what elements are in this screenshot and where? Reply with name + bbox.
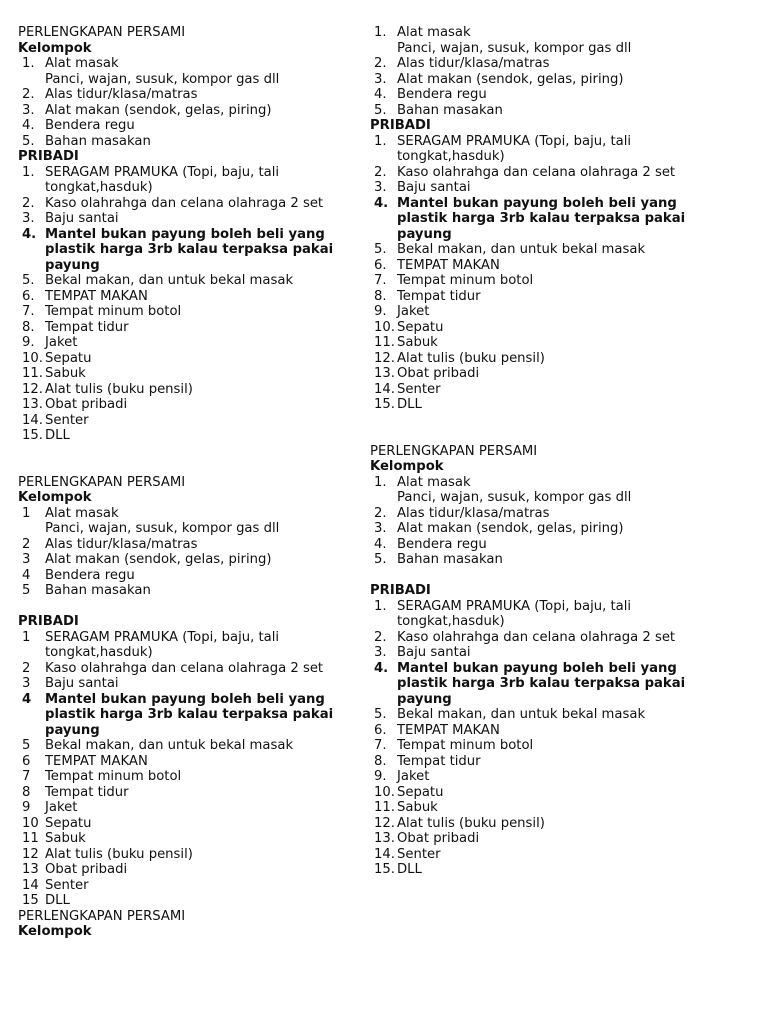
list-item-number: 12. [22,381,43,397]
list-item-text: Alat makan (sendok, gelas, piring) [397,521,624,536]
block-e-subtitle: Kelompok [370,459,444,474]
list-item [18,537,358,553]
list-item-number: 13. [374,831,395,846]
list-item [18,847,358,863]
list-item-text: TEMPAT MAKAN [397,257,500,273]
list-item-number: 6. [374,722,387,738]
list-item-text: Alat makan (sendok, gelas, piring) [397,71,624,87]
list-item-number: 9. [374,304,387,319]
list-item [18,397,358,413]
list-item-text: Alas tidur/klasa/matras [397,56,550,71]
list-item [370,258,710,274]
list-item-text: Alat tulis (buku pensil) [45,846,193,862]
list-item [370,382,710,398]
block-a [18,25,358,444]
list-item-text: Sepatu [45,815,92,831]
block-b-pribadi-label: PRIBADI [18,614,79,629]
list-item-text: Obat pribadi [397,366,480,381]
list-item [370,366,710,382]
list-item-text: Sepatu [397,319,444,335]
list-item-text: Bahan masakan [397,102,503,118]
list-item-text: Bendera regu [45,567,135,583]
block-e-pribadi-label: PRIBADI [370,583,431,598]
block-c-title: PERLENGKAPAN PERSAMI [18,908,186,924]
list-item-text: Alas tidur/klasa/matras [45,87,198,102]
list-item [18,754,358,770]
list-item-number: 4. [22,226,37,242]
list-item-text: Alat masak [397,25,471,40]
list-item-text: Mantel bukan payung boleh beli yang plastik harga 3rb kalau terpaksa pakai payung [45,226,334,273]
list-item-number: 10. [22,350,43,366]
list-item [18,800,358,816]
list-item [18,661,358,677]
list-item [370,785,710,801]
list-item-number: 12. [374,815,395,831]
list-item [370,816,710,832]
list-item-number: 1. [374,474,387,490]
list-item-number: 10. [374,319,395,335]
list-item [18,304,358,320]
list-item-text: Tempat tidur [45,784,129,800]
list-item-number: 13 [22,862,39,877]
list-item-number: 4. [374,195,389,211]
list-item-text: Alat makan (sendok, gelas, piring) [45,552,272,567]
spacer [370,568,710,584]
list-item [18,506,358,537]
list-item-number: 9 [22,800,31,815]
list-item [18,335,358,351]
list-item-text: Kaso olahrahga dan celana olahraga 2 set [397,164,676,180]
list-item [370,862,710,878]
list-item [18,893,358,909]
list-item [18,769,358,785]
list-item [18,56,358,87]
list-item-text: Kaso olahrahga dan celana olahraga 2 set [45,195,324,211]
list-item-number: 13. [22,397,43,412]
list-item [18,878,358,894]
list-item-text: TEMPAT MAKAN [45,753,148,769]
list-item-number: 7. [374,738,387,753]
right-column [370,25,710,878]
list-item-text: Alat tulis (buku pensil) [397,815,545,831]
list-item-number: 2. [22,87,35,102]
list-item-number: 14. [374,846,395,862]
list-item [370,754,710,770]
list-item [370,521,710,537]
list-item-text: Bahan masakan [45,583,151,598]
list-item-number: 15. [374,397,395,412]
block-e [370,444,710,878]
list-item-text: Senter [397,846,441,862]
list-item [18,103,358,119]
list-item-text: Sepatu [397,784,444,800]
list-item-number: 11 [22,831,39,846]
block-a-pribadi-list [18,165,358,444]
list-item-number: 11. [22,366,43,381]
list-item-text: Obat pribadi [397,831,480,846]
list-item-text: SERAGAM PRAMUKA (Topi, baju, tali tongkat,hasduk) [397,133,632,164]
list-item-subtext: Panci, wajan, susuk, kompor gas dll [45,71,280,87]
list-item [18,320,358,336]
list-item [370,397,710,413]
list-item-number: 2. [374,629,387,645]
block-e-title: PERLENGKAPAN PERSAMI [370,443,538,459]
list-item [370,552,710,568]
list-item [18,692,358,739]
list-item-number: 9. [22,335,35,350]
list-item-text: Bahan masakan [45,133,151,149]
list-item-number: 5 [22,738,31,753]
list-item-subtext: Panci, wajan, susuk, kompor gas dll [397,40,632,56]
list-item-number: 4. [22,118,35,133]
list-item [18,428,358,444]
block-a-kelompok-list [18,56,358,149]
list-item-text: Sabuk [45,366,86,381]
block-d-pribadi-list [370,134,710,413]
list-item [18,552,358,568]
list-item [18,211,358,227]
list-item [18,134,358,150]
list-item [18,118,358,134]
list-item [370,165,710,181]
list-item-text: Alat tulis (buku pensil) [397,350,545,366]
list-item-number: 4 [22,691,32,707]
list-item [370,738,710,754]
list-item-number: 1. [22,56,35,71]
list-item [370,289,710,305]
block-c [18,909,358,940]
list-item-text: Obat pribadi [45,862,128,877]
list-item-text: Bahan masakan [397,552,503,567]
list-item-number: 8 [22,784,31,800]
list-item [370,304,710,320]
list-item-number: 2. [374,56,387,71]
list-item-number: 15 [22,893,39,908]
list-item [18,382,358,398]
list-item-number: 2. [374,505,387,521]
list-item-text: DLL [397,862,422,877]
list-item-number: 3. [22,102,35,118]
list-item-number: 10. [374,784,395,800]
list-item-text: Alat masak [45,505,119,521]
list-item-number: 1. [22,164,35,180]
list-item-text: DLL [397,397,422,412]
list-item-text: Senter [397,381,441,397]
list-item [370,25,710,56]
list-item-number: 14 [22,877,39,893]
list-item-number: 5. [22,273,35,288]
list-item [370,537,710,553]
list-item [370,196,710,243]
list-item [370,707,710,723]
list-item-number: 2. [22,195,35,211]
list-item-text: Tempat minum botol [397,738,534,753]
list-item [370,630,710,646]
list-item [18,676,358,692]
list-item [370,723,710,739]
list-item [18,862,358,878]
list-item-number: 4 [22,567,31,583]
spacer [18,599,358,615]
list-item-number: 10 [22,815,39,831]
list-item-text: Jaket [397,769,430,784]
list-item-text: Kaso olahrahga dan celana olahraga 2 set [397,629,676,645]
list-item-text: Mantel bukan payung boleh beli yang plastik harga 3rb kalau terpaksa pakai payung [45,691,334,738]
list-item-number: 11. [374,800,395,815]
list-item-text: Obat pribadi [45,397,128,412]
list-item-text: Alat makan (sendok, gelas, piring) [45,102,272,118]
list-item [370,87,710,103]
list-item [370,335,710,351]
list-item-number: 3. [374,71,387,87]
list-item-text: SERAGAM PRAMUKA (Topi, baju, tali tongkat,hasduk) [397,598,632,629]
list-item [18,87,358,103]
list-item-text: TEMPAT MAKAN [397,722,500,738]
list-item-number: 9. [374,769,387,784]
list-item [18,583,358,599]
list-item [18,165,358,196]
block-e-pribadi-list [370,599,710,878]
list-item [370,831,710,847]
list-item [370,72,710,88]
list-item-number: 5. [374,707,387,722]
list-item-number: 15. [374,862,395,877]
list-item [18,273,358,289]
list-item [370,475,710,506]
list-item [18,831,358,847]
list-item-number: 8. [374,753,387,769]
list-item-number: 8. [22,319,35,335]
list-item-number: 3 [22,676,31,691]
list-item-text: SERAGAM PRAMUKA (Topi, baju, tali tongkat,hasduk) [45,164,280,195]
list-item [18,568,358,584]
list-item-text: Alas tidur/klasa/matras [45,536,198,552]
list-item-number: 6. [374,257,387,273]
list-item-number: 5. [22,133,35,149]
list-item-text: Tempat minum botol [397,273,534,288]
list-item [18,196,358,212]
list-item-number: 7. [22,304,35,319]
block-e-kelompok-list [370,475,710,568]
list-item-text: Tempat minum botol [45,769,182,784]
list-item-text: Mantel bukan payung boleh beli yang plastik harga 3rb kalau terpaksa pakai payung [397,195,686,242]
list-item [370,645,710,661]
list-item-number: 1. [374,25,387,40]
list-item-text: Kaso olahrahga dan celana olahraga 2 set [45,660,324,676]
list-item-number: 5. [374,242,387,257]
list-item-number: 3 [22,552,31,567]
list-item-text: Bendera regu [397,87,487,102]
list-item-text: DLL [45,893,70,908]
list-item-number: 1. [374,598,387,614]
list-item-number: 2. [374,164,387,180]
list-item-text: Bekal makan, dan untuk bekal masak [45,738,294,753]
list-item [18,785,358,801]
list-item-text: Baju santai [45,211,119,226]
block-d-pribadi-label: PRIBADI [370,118,431,133]
list-item [370,273,710,289]
list-item-number: 14. [22,412,43,428]
list-item [18,351,358,367]
list-item [18,366,358,382]
list-item [370,847,710,863]
list-item [370,351,710,367]
list-item-text: Alat masak [397,474,471,490]
list-item-text: Bekal makan, dan untuk bekal masak [397,707,646,722]
list-item-number: 13. [374,366,395,381]
list-item-text: Sepatu [45,350,92,366]
list-item [370,242,710,258]
list-item-number: 2 [22,536,31,552]
list-item-text: Alas tidur/klasa/matras [397,505,550,521]
list-item [370,180,710,196]
block-d [370,25,710,413]
list-item-number: 11. [374,335,395,350]
list-item-number: 7. [374,273,387,288]
list-item-text: Tempat minum botol [45,304,182,319]
list-item-number: 15. [22,428,43,443]
list-item-number: 5. [374,102,387,118]
list-item-text: Sabuk [45,831,86,846]
list-item-number: 8. [374,288,387,304]
list-item-text: TEMPAT MAKAN [45,288,148,304]
list-item [370,800,710,816]
list-item-number: 3. [374,180,387,195]
list-item-text: Mantel bukan payung boleh beli yang plastik harga 3rb kalau terpaksa pakai payung [397,660,686,707]
list-item [18,289,358,305]
list-item [18,816,358,832]
list-item [370,599,710,630]
list-item-number: 12. [374,350,395,366]
list-item-text: Bekal makan, dan untuk bekal masak [45,273,294,288]
list-item-text: Sabuk [397,335,438,350]
list-item-number: 1 [22,629,31,645]
block-b-title: PERLENGKAPAN PERSAMI [18,474,186,490]
list-item-number: 6 [22,753,31,769]
list-item-subtext: Panci, wajan, susuk, kompor gas dll [45,521,280,536]
list-item-text: Jaket [45,800,78,815]
block-b-subtitle: Kelompok [18,490,92,505]
list-item [370,661,710,708]
list-item-text: Bendera regu [45,118,135,133]
list-item-text: Alat masak [45,56,119,71]
list-item-number: 1 [22,505,31,521]
list-item-text: Senter [45,412,89,428]
block-c-subtitle: Kelompok [18,924,92,939]
list-item-number: 2 [22,660,31,676]
list-item-text: Alat tulis (buku pensil) [45,381,193,397]
list-item [370,103,710,119]
list-item [370,769,710,785]
block-a-subtitle: Kelompok [18,40,92,56]
spacer [18,444,358,475]
list-item-number: 5. [374,552,387,567]
list-item [370,320,710,336]
list-item-text: SERAGAM PRAMUKA (Topi, baju, tali tongkat,hasduk) [45,629,280,660]
list-item-number: 1. [374,133,387,149]
list-item-number: 4. [374,660,389,676]
list-item [18,630,358,661]
block-b [18,475,358,909]
list-item-number: 3. [374,521,387,536]
list-item [18,227,358,274]
list-item-text: Bendera regu [397,536,487,552]
list-item-text: Senter [45,877,89,893]
list-item-text: Tempat tidur [397,753,481,769]
left-column [18,25,358,940]
list-item-number: 5 [22,583,31,598]
list-item-number: 4. [374,87,387,102]
list-item-number: 4. [374,536,387,552]
block-a-pribadi-label: PRIBADI [18,149,79,164]
list-item-text: Tempat tidur [397,288,481,304]
list-item-text: Tempat tidur [45,319,129,335]
list-item-number: 6. [22,288,35,304]
list-item-number: 12 [22,846,39,862]
list-item-text: Jaket [397,304,430,319]
list-item-number: 3. [374,645,387,660]
list-item-text: Baju santai [45,676,119,691]
list-item-text: DLL [45,428,70,443]
list-item [370,134,710,165]
list-item-number: 7 [22,769,31,784]
list-item [370,56,710,72]
list-item-text: Baju santai [397,180,471,195]
list-item [18,738,358,754]
list-item-text: Baju santai [397,645,471,660]
block-b-kelompok-list [18,506,358,599]
list-item [18,413,358,429]
list-item-number: 3. [22,211,35,226]
list-item-text: Bekal makan, dan untuk bekal masak [397,242,646,257]
list-item [370,506,710,522]
block-a-title: PERLENGKAPAN PERSAMI [18,25,186,40]
spacer [370,413,710,444]
block-d-kelompok-list [370,25,710,118]
list-item-text: Sabuk [397,800,438,815]
list-item-number: 14. [374,381,395,397]
block-b-pribadi-list [18,630,358,909]
list-item-subtext: Panci, wajan, susuk, kompor gas dll [397,490,632,505]
list-item-text: Jaket [45,335,78,350]
